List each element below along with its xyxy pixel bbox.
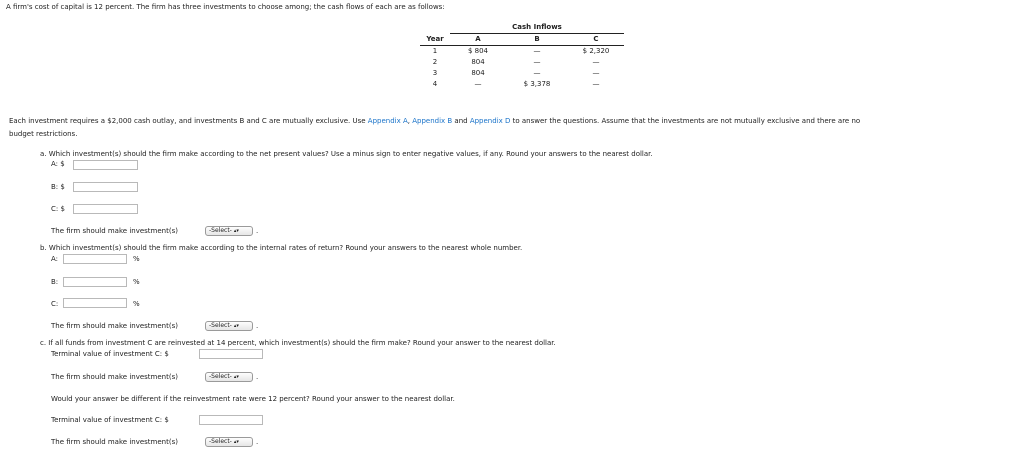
table-row: 2 804 — — (432, 58, 600, 66)
irr-a-label: A: (51, 255, 59, 263)
question-c: c. If all funds from investment C are reinvested at 14 percent, which investment(s) should the firm make? Round your answer to the nearest dollar. (40, 339, 556, 347)
irr-c-label: C: (51, 300, 59, 308)
percent-label: % (133, 255, 140, 263)
instructions-paragraph: Each investment requires a $2,000 cash outlay, and investments B and C are mutually exclusive. Use Appendix A, Appendix B and Appendix D to answer the questions. Assume that the investments are not mutually exclusive and there are no (9, 117, 861, 125)
npv-decision-text: The firm should make investment(s) (51, 227, 178, 235)
instructions-line-2: budget restrictions. (9, 130, 78, 138)
question-a: a. Which investment(s) should the firm make according to the net present values? Use a minus sign to enter negative values, if any. Round your answers to the nearest dollar. (40, 150, 653, 158)
reinvest-decision-select-2[interactable]: -Select- ▴▾ (205, 437, 253, 447)
cash-flow-table (420, 22, 624, 90)
irr-a-input[interactable] (63, 254, 127, 264)
appendix-a-link[interactable]: Appendix A (367, 117, 408, 125)
appendix-d-link[interactable]: Appendix D (469, 117, 511, 125)
reinvest-decision-select[interactable]: -Select- ▴▾ (205, 372, 253, 382)
irr-b-label: B: (51, 278, 59, 286)
terminal-value-label: Terminal value of investment C: $ (51, 350, 169, 358)
npv-a-input[interactable] (73, 160, 138, 170)
reinvest-decision-text: The firm should make investment(s) (51, 373, 178, 381)
terminal-value-label-2: Terminal value of investment C: $ (51, 416, 169, 424)
irr-c-input[interactable] (63, 298, 127, 308)
year-header: Year (420, 34, 450, 46)
irr-b-input[interactable] (63, 277, 127, 287)
intro-text: A firm's cost of capital is 12 percent. The firm has three investments to choose among; the cash flows of each are as follows: (6, 3, 445, 11)
percent-label: % (133, 300, 140, 308)
npv-decision-select[interactable]: -Select- ▴▾ (205, 226, 253, 236)
npv-b-input[interactable] (73, 182, 138, 192)
irr-decision-select[interactable]: -Select- ▴▾ (205, 321, 253, 331)
cash-inflows-header: Cash Inflows (450, 22, 624, 34)
terminal-value-input-2[interactable] (199, 415, 263, 425)
npv-c-input[interactable] (73, 204, 138, 214)
appendix-b-link[interactable]: Appendix B (412, 117, 453, 125)
table-row: 3 804 — — (432, 69, 600, 77)
terminal-value-input[interactable] (199, 349, 263, 359)
percent-label: % (133, 278, 140, 286)
question-b: b. Which investment(s) should the firm make according to the internal rates of return? Round your answers to the nearest whole number. (40, 244, 523, 252)
column-c-header: C (568, 34, 624, 46)
select-arrows-icon: ▴▾ (233, 323, 239, 329)
reinvest-decision-text-2: The firm should make investment(s) (51, 438, 178, 446)
irr-decision-text: The firm should make investment(s) (51, 322, 178, 330)
column-b-header: B (506, 34, 568, 46)
table-row: 4 — $ 3,378 — (432, 80, 600, 88)
select-arrows-icon: ▴▾ (233, 228, 239, 234)
column-a-header: A (450, 34, 506, 46)
select-arrows-icon: ▴▾ (233, 439, 239, 445)
npv-b-label: B: $ (51, 183, 65, 191)
npv-c-label: C: $ (51, 205, 65, 213)
table-row: 1 $ 804 — $ 2,320 (432, 47, 610, 55)
followup-question: Would your answer be different if the reinvestment rate were 12 percent? Round your answer to the nearest dollar. (51, 395, 455, 403)
select-arrows-icon: ▴▾ (233, 374, 239, 380)
npv-a-label: A: $ (51, 160, 65, 168)
